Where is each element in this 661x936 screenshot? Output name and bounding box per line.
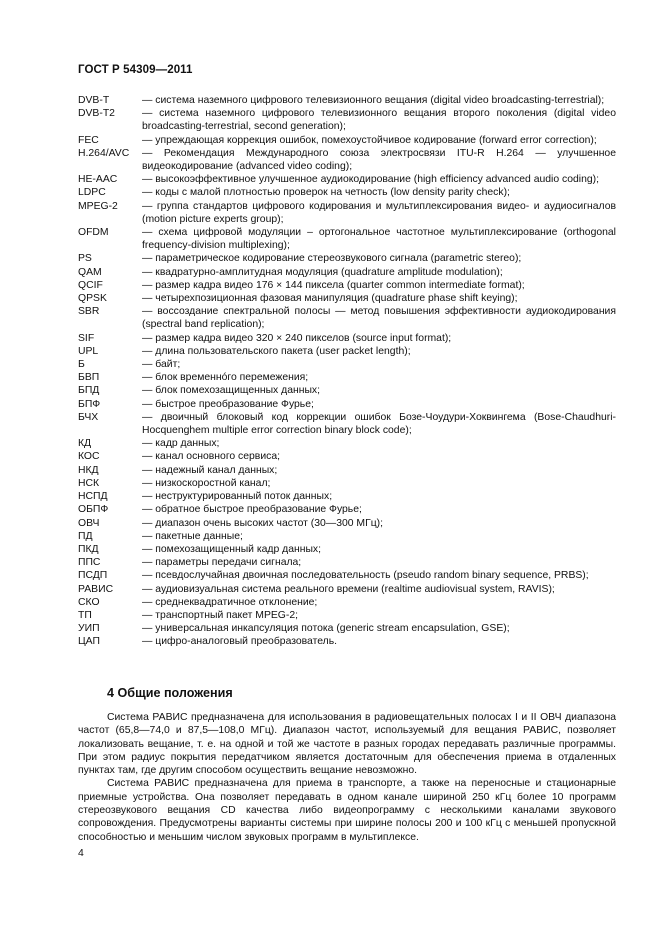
abbreviation-term: UPL (78, 345, 99, 357)
abbreviation-entry (78, 252, 616, 265)
abbreviation-entry (78, 305, 616, 331)
abbreviation-definition: — Рекомендация Международного союза электросвязи ITU-R H.264 — улучшенное видеокодирование (advanced video coding); (142, 147, 616, 173)
abbreviation-entry (78, 569, 616, 582)
abbreviation-term: QCIF (78, 279, 103, 291)
abbreviation-term: ТП (78, 609, 92, 621)
abbreviation-definition: — транспортный пакет MPEG-2; (142, 609, 299, 621)
abbreviation-entry (78, 517, 616, 530)
abbreviation-term: ОБПФ (78, 504, 109, 516)
abbreviation-entry (78, 173, 616, 186)
abbreviation-term: SBR (78, 306, 100, 318)
abbreviation-definition: — кадр данных; (142, 438, 220, 450)
abbreviation-entry (78, 635, 616, 648)
abbreviation-term: БЧХ (78, 411, 99, 423)
abbreviation-term: ПКД (78, 543, 99, 555)
abbreviation-entry (78, 186, 616, 199)
abbreviation-definition: — диапазон очень высоких частот (30—300 МГц); (142, 517, 383, 529)
abbreviation-entry (78, 371, 616, 384)
abbreviation-term: Б (78, 359, 85, 371)
section-title: 4 Общие положения (107, 686, 233, 700)
abbreviation-entry (78, 450, 616, 463)
abbreviation-entry (78, 134, 616, 147)
abbreviation-term: ПСДП (78, 570, 108, 582)
abbreviation-entry (78, 345, 616, 358)
abbreviation-definition: — байт; (142, 359, 181, 371)
abbreviation-entry (78, 411, 616, 437)
abbreviation-term: LDPC (78, 187, 106, 199)
abbreviation-entry (78, 583, 616, 596)
abbreviation-definition: — длина пользовательского пакета (user packet length); (142, 345, 411, 357)
abbreviation-definition: — квадратурно-амплитудная модуляция (quadrature amplitude modulation); (142, 266, 503, 278)
abbreviation-definition: — воссоздание спектральной полосы — метод повышения эффективности аудиокодирования (spectral band replication); (142, 306, 616, 331)
abbreviation-entry (78, 596, 616, 609)
abbreviation-term: MPEG-2 (78, 200, 118, 212)
abbreviation-definition: — высокоэффективное улучшенное аудиокодирование (high efficiency advanced audio coding); (142, 174, 599, 186)
abbreviation-term: FEC (78, 134, 99, 146)
abbreviation-definition: — неструктурированный поток данных; (142, 491, 333, 503)
abbreviation-entry (78, 226, 616, 252)
abbreviation-definition: — параметрическое кодирование стереозвукового сигнала (parametric stereo); (142, 253, 522, 265)
abbreviation-definition: — система наземного цифрового телевизионного вещания (digital video broadcasting-terrestrial); (142, 95, 605, 106)
abbreviation-term: НСПД (78, 491, 108, 503)
abbreviation-term: КД (78, 438, 92, 450)
abbreviation-definition: — коды с малой плотностью проверок на четность (low density parity check); (142, 187, 510, 199)
abbreviation-entry (78, 530, 616, 543)
document-header: ГОСТ Р 54309—2011 (78, 64, 193, 76)
abbreviation-term: НКД (78, 464, 99, 476)
abbreviation-term: QPSK (78, 293, 107, 305)
abbreviation-entry (78, 490, 616, 503)
abbreviation-term: DVB-T2 (78, 108, 115, 120)
abbreviation-definition: — низкоскоростной канал; (142, 477, 271, 489)
abbreviation-entry (78, 477, 616, 490)
abbreviation-definition: — размер кадра видео 176 × 144 пиксела (quarter common intermediate format); (142, 279, 525, 291)
abbreviation-definition: — двоичный блоковый код коррекции ошибок Бозе-Чоудури-Хоквингема (Bose-Chaudhuri-Hocquenghem multiple error correction binary block code); (142, 411, 616, 437)
abbreviation-entry (78, 266, 616, 279)
abbreviation-definition: — обратное быстрое преобразование Фурье; (142, 504, 362, 516)
abbreviation-entry (78, 437, 616, 450)
abbreviation-term: БВП (78, 372, 100, 384)
abbreviation-term: РАВИС (78, 583, 114, 595)
abbreviation-entry (78, 384, 616, 397)
abbreviation-entry (78, 94, 616, 107)
abbreviation-definition: — среднеквадратичное отклонение; (142, 596, 318, 608)
section-body (78, 711, 616, 844)
abbreviation-term: QAM (78, 266, 102, 278)
abbreviation-term: ЦАП (78, 636, 100, 648)
abbreviation-term: БПФ (78, 398, 101, 410)
abbreviation-definition: — помехозащищенный кадр данных; (142, 543, 322, 555)
abbreviation-definition: — блок временнóго перемежения; (142, 372, 309, 384)
abbreviation-definition: — параметры передачи сигнала; (142, 557, 302, 569)
abbreviation-entry (78, 147, 616, 173)
abbreviation-term: ППС (78, 557, 101, 569)
abbreviation-definition: — группа стандартов цифрового кодирования и мультиплексирования видео- и аудиосигналов (motion picture experts group); (142, 200, 616, 225)
abbreviation-term: HE-AAC (78, 174, 118, 186)
abbreviation-definition: — надежный канал данных; (142, 464, 278, 476)
abbreviation-definition: — универсальная инкапсуляция потока (generic stream encapsulation, GSE); (142, 623, 510, 635)
abbreviation-term: OFDM (78, 227, 109, 239)
abbreviation-entry (78, 609, 616, 622)
abbreviation-term: H.264/AVC (78, 147, 130, 159)
paragraph: Система РАВИС предназначена для приема в транспорте, а также на переносные и стационарные приемные устройства. Она позволяет передавать в одном канале шириной 250 кГц более 10 программ стереозвукового вещания CD качества либо видеопрограмму с несколькими каналами звукового сопровождения. Предусмотрены варианты системы при ширине полосы 200 и 100 кГц с меньшей пропускной способностью и меньшим числом звуковых программ в мультиплексе. (78, 778, 616, 843)
abbreviation-definition: — упреждающая коррекция ошибок, помехоустойчивое кодирование (forward error correction); (142, 134, 597, 146)
abbreviation-entry (78, 556, 616, 569)
abbreviation-term: ОВЧ (78, 517, 100, 529)
abbreviation-entry (78, 332, 616, 345)
abbreviation-definition: — схема цифровой модуляции – ортогональное частотное мультиплексирование (orthogonal frequency-division multiplexing); (142, 227, 616, 252)
abbreviation-term: PS (78, 253, 92, 265)
page-number: 4 (78, 848, 84, 859)
abbreviation-entry (78, 279, 616, 292)
abbreviation-definition: — цифро-аналоговый преобразователь. (142, 636, 338, 648)
abbreviation-term: ПД (78, 530, 93, 542)
abbreviation-entry (78, 464, 616, 477)
abbreviation-term: DVB-T (78, 95, 110, 106)
abbreviation-definition: — быстрое преобразование Фурье; (142, 398, 314, 410)
abbreviation-definition: — псевдослучайная двоичная последовательность (pseudo random binary sequence, PRBS); (142, 570, 589, 582)
abbreviation-definition: — четырехпозиционная фазовая манипуляция (quadrature phase shift keying); (142, 293, 518, 305)
abbreviation-entry (78, 292, 616, 305)
abbreviation-entry (78, 503, 616, 516)
abbreviation-entry (78, 622, 616, 635)
abbreviation-definition: — пакетные данные; (142, 530, 243, 542)
abbreviation-definition: — размер кадра видео 320 × 240 пикселов (source input format); (142, 332, 452, 344)
abbreviation-definition: — система наземного цифрового телевизионного вещания второго поколения (digital video broadcasting-terrestrial, second generation); (142, 108, 616, 133)
paragraph: Система РАВИС предназначена для использования в радиовещательных полосах I и II ОВЧ диапазона частот (65,8—74,0 и 87,5—108,0 МГц). Диапазон частот, используемый для вещания РАВИС, позволяет локализовать вещание, т. е. на одной и той же частоте в разных городах передавать различные программы. При этом радиус покрытия передатчиком является достаточным для обеспечения приема в отдаленных пунктах там, где другим способом осуществить вещание невозможно. (78, 712, 616, 777)
abbreviation-entry (78, 107, 616, 133)
abbreviation-entry (78, 543, 616, 556)
abbreviation-term: БПД (78, 385, 100, 397)
abbreviation-definition: — канал основного сервиса; (142, 451, 280, 463)
abbreviation-term: SIF (78, 332, 95, 344)
abbreviation-entry (78, 200, 616, 226)
abbreviation-term: СКО (78, 596, 100, 608)
abbreviation-definition: — аудиовизуальная система реального времени (realtime audiovisual system, RAVIS); (142, 583, 555, 595)
abbreviation-definition: — блок помехозащищенных данных; (142, 385, 320, 397)
abbreviation-list (78, 94, 616, 649)
abbreviation-term: НСК (78, 477, 100, 489)
abbreviation-entry (78, 358, 616, 371)
abbreviation-term: УИП (78, 623, 100, 635)
abbreviation-term: КОС (78, 451, 100, 463)
abbreviation-entry (78, 398, 616, 411)
